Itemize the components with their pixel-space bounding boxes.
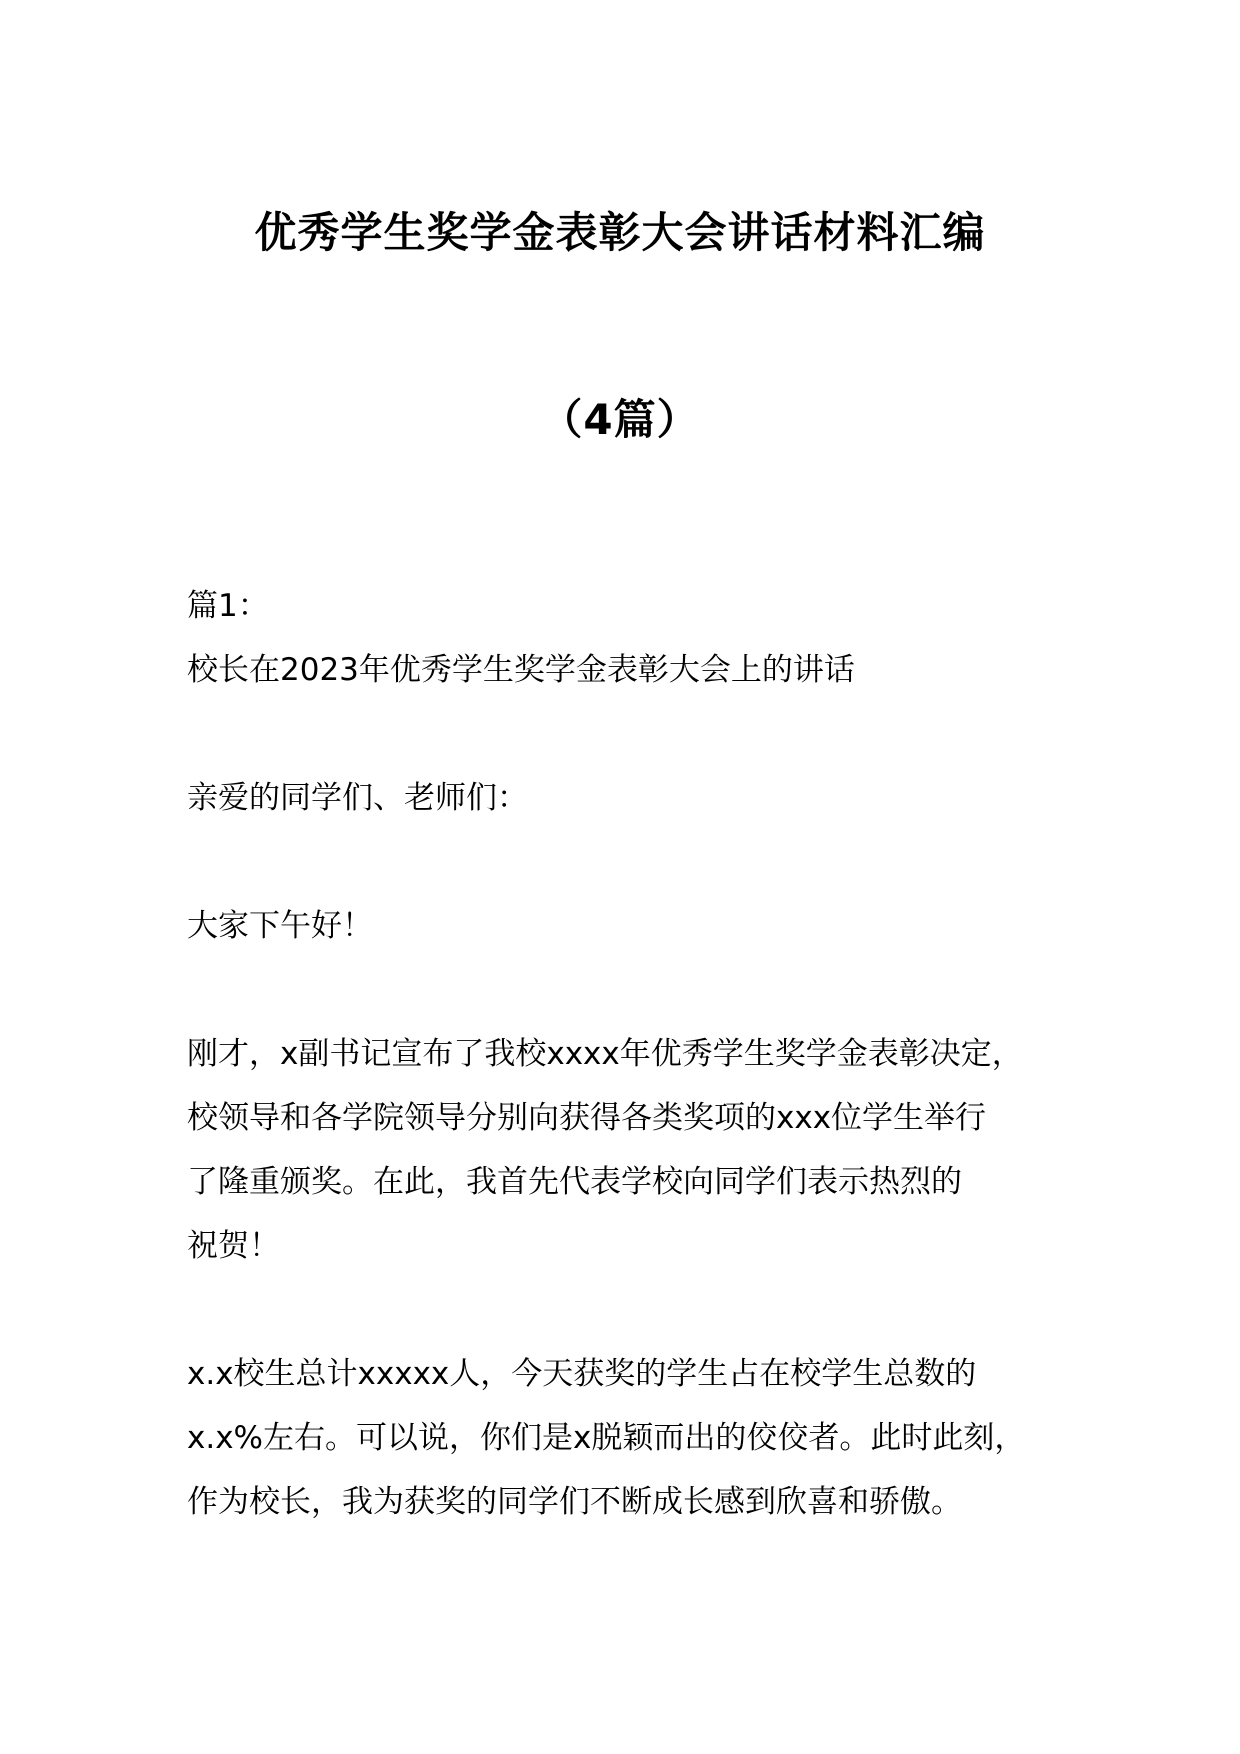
paragraph-1-line-2: 校领导和各学院领导分别向获得各类奖项的xxx位学生举行 [187,1100,987,1136]
spacer [187,958,1087,1022]
paragraph-2-line-3: 作为校长，我为获奖的同学们不断成长感到欣喜和骄傲。 [187,1484,962,1520]
document-title: 优秀学生奖学金表彰大会讲话材料汇编 [254,208,986,257]
paragraph-1-line-3: 了隆重颁奖。在此，我首先代表学校向同学们表示热烈的 [187,1164,962,1200]
document-body [187,574,1087,1534]
spacer [187,1278,1087,1342]
salutation: 亲爱的同学们、老师们： [187,780,528,816]
greeting: 大家下午好！ [187,908,373,944]
document-subtitle: （4篇） [540,395,700,444]
section-label: 篇1： [187,588,269,624]
spacer [187,702,1087,766]
spacer [187,830,1087,894]
paragraph-1-line-4: 祝贺！ [187,1228,280,1264]
paragraph-2-line-2: x.x%左右。可以说，你们是x脱颖而出的佼佼者。此时此刻， [187,1420,1026,1456]
paragraph-2-line-1: x.x校生总计xxxxx人，今天获奖的学生占在校学生总数的 [187,1356,977,1392]
paragraph-1-line-1: 刚才，x副书记宣布了我校xxxx年优秀学生奖学金表彰决定， [187,1036,1023,1072]
section-title: 校长在2023年优秀学生奖学金表彰大会上的讲话 [187,652,855,688]
